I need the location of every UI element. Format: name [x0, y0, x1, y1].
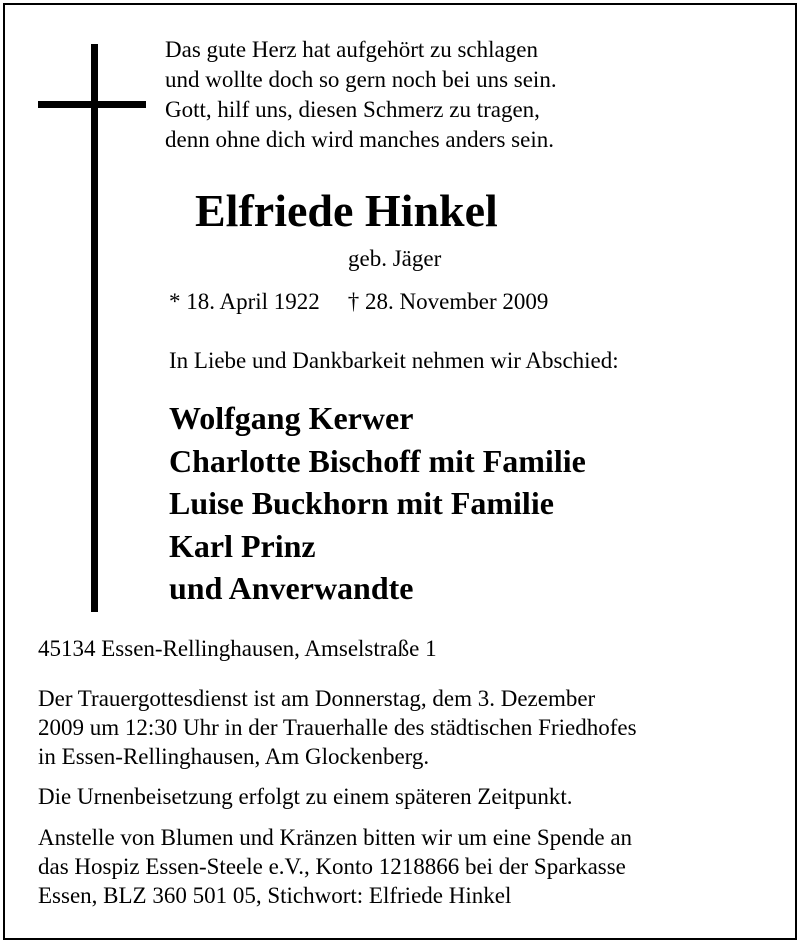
cross-icon-crossbar	[38, 101, 146, 108]
donation-line: das Hospiz Essen-Steele e.V., Konto 1218866 bei der Sparkasse	[38, 854, 626, 879]
birth-name: geb. Jäger	[348, 246, 442, 271]
service-line: Der Trauergottesdienst ist am Donnerstag, dem 3. Dezember	[38, 686, 596, 711]
urn-burial-line: Die Urnenbeisetzung erfolgt zu einem späteren Zeitpunkt.	[38, 784, 573, 809]
mourner: Karl Prinz	[169, 527, 316, 564]
poem-line: denn ohne dich wird manches anders sein.	[165, 127, 554, 152]
poem-line: und wollte doch so gern noch bei uns sein.	[165, 67, 557, 92]
deceased-name: Elfriede Hinkel	[195, 185, 498, 236]
urn-burial-info	[38, 782, 573, 811]
mourner: Wolfgang Kerwer	[169, 400, 414, 436]
obituary-notice	[3, 3, 797, 940]
farewell-text: In Liebe und Dankbarkeit nehmen wir Abschied:	[169, 348, 619, 373]
family-address: 45134 Essen-Rellinghausen, Amselstraße 1	[38, 636, 437, 661]
cross-icon	[91, 44, 98, 612]
poem-line: Das gute Herz hat aufgehört zu schlagen	[165, 37, 538, 62]
poem-line: Gott, hilf uns, diesen Schmerz zu tragen,	[165, 97, 540, 122]
donation-request	[38, 823, 632, 910]
mourner: Luise Buckhorn mit Familie	[169, 485, 554, 521]
service-line: 2009 um 12:30 Uhr in der Trauerhalle des städtischen Friedhofes	[38, 715, 637, 740]
birth-date: * 18. April 1922	[169, 289, 320, 314]
donation-line: Essen, BLZ 360 501 05, Stichwort: Elfriede Hinkel	[38, 883, 512, 908]
life-dates	[169, 288, 548, 316]
mourners-list	[169, 397, 586, 610]
funeral-service-info	[38, 684, 637, 771]
mourner: Charlotte Bischoff mit Familie	[169, 442, 586, 479]
service-line: in Essen-Rellinghausen, Am Glockenberg.	[38, 744, 430, 769]
death-date: † 28. November 2009	[347, 289, 549, 314]
donation-line: Anstelle von Blumen und Kränzen bitten wir um eine Spende an	[38, 825, 633, 850]
mourner: und Anverwandte	[169, 570, 414, 606]
memorial-poem	[165, 35, 557, 155]
